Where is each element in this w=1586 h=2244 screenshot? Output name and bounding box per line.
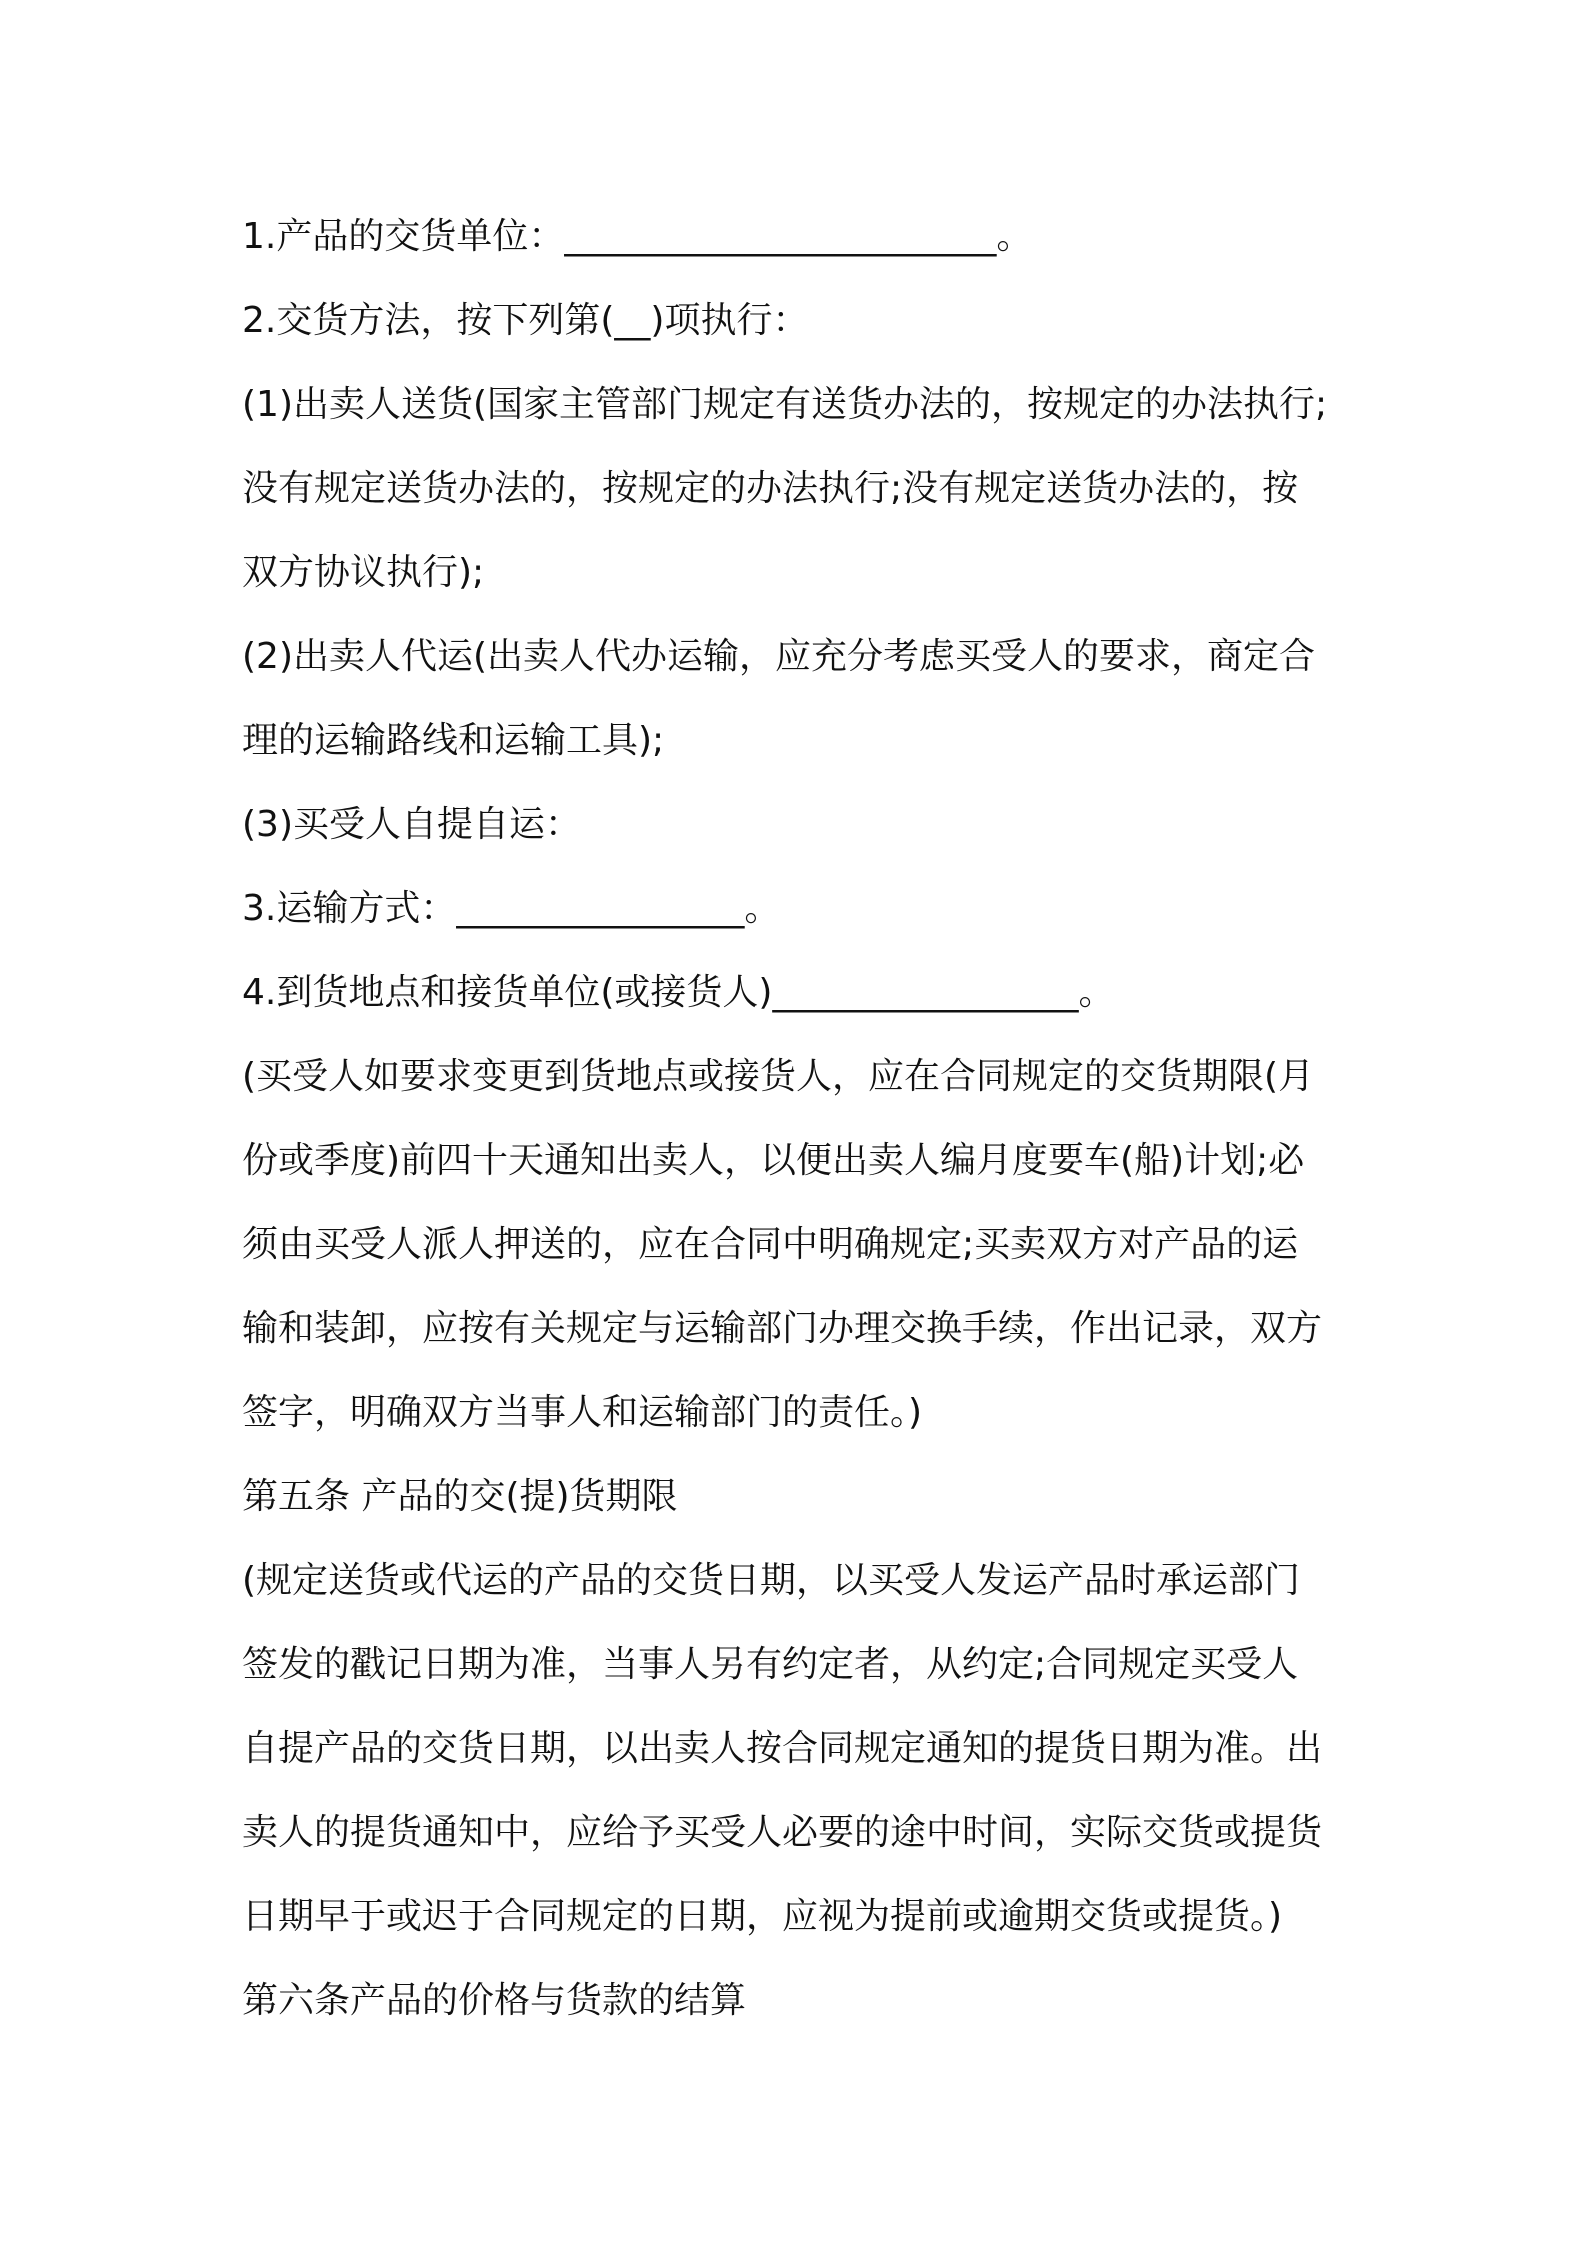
note-delivery-date-cont: 自提产品的交货日期，以出卖人按合同规定通知的提货日期为准。出 (242, 1728, 1323, 1769)
clause-transport-mode: 3.运输方式：________________。 (242, 888, 781, 929)
note-delivery-date: (规定送货或代运的产品的交货日期，以买受人发运产品时承运部门 (242, 1560, 1301, 1601)
option-seller-delivery-cont: 没有规定送货办法的，按规定的办法执行;没有规定送货办法的，按 (242, 468, 1299, 509)
note-change-arrival-cont: 签字，明确双方当事人和运输部门的责任。) (242, 1392, 923, 1433)
note-delivery-date-cont: 日期早于或迟于合同规定的日期，应视为提前或逾期交货或提货。) (242, 1896, 1283, 1937)
article-five-heading: 第五条 产品的交(提)货期限 (242, 1476, 678, 1517)
clause-delivery-method: 2.交货方法，按下列第(__)项执行： (242, 300, 809, 341)
note-change-arrival-cont: 须由买受人派人押送的，应在合同中明确规定;买卖双方对产品的运 (242, 1224, 1299, 1265)
note-delivery-date-cont: 卖人的提货通知中，应给予买受人必要的途中时间，实际交货或提货 (242, 1812, 1323, 1853)
note-delivery-date-cont: 签发的戳记日期为准，当事人另有约定者，从约定;合同规定买受人 (242, 1644, 1299, 1685)
option-seller-delivery: (1)出卖人送货(国家主管部门规定有送货办法的，按规定的办法执行; (242, 384, 1328, 425)
option-seller-shipping: (2)出卖人代运(出卖人代办运输，应充分考虑买受人的要求，商定合 (242, 636, 1316, 677)
article-six-heading: 第六条产品的价格与货款的结算 (242, 1980, 747, 2021)
document-body (242, 195, 1362, 2043)
note-change-arrival: (买受人如要求变更到货地点或接货人，应在合同规定的交货期限(月 (242, 1056, 1315, 1097)
clause-arrival-place: 4.到货地点和接货单位(或接货人)_________________。 (242, 972, 1115, 1013)
note-change-arrival-cont: 份或季度)前四十天通知出卖人，以便出卖人编月度要车(船)计划;必 (242, 1140, 1305, 1181)
option-seller-delivery-cont: 双方协议执行); (242, 552, 485, 593)
option-buyer-pickup: (3)买受人自提自运： (242, 804, 581, 845)
clause-delivery-unit: 1.产品的交货单位：________________________。 (242, 216, 1033, 257)
option-seller-shipping-cont: 理的运输路线和运输工具); (242, 720, 665, 761)
note-change-arrival-cont: 输和装卸，应按有关规定与运输部门办理交换手续，作出记录，双方 (242, 1308, 1323, 1349)
